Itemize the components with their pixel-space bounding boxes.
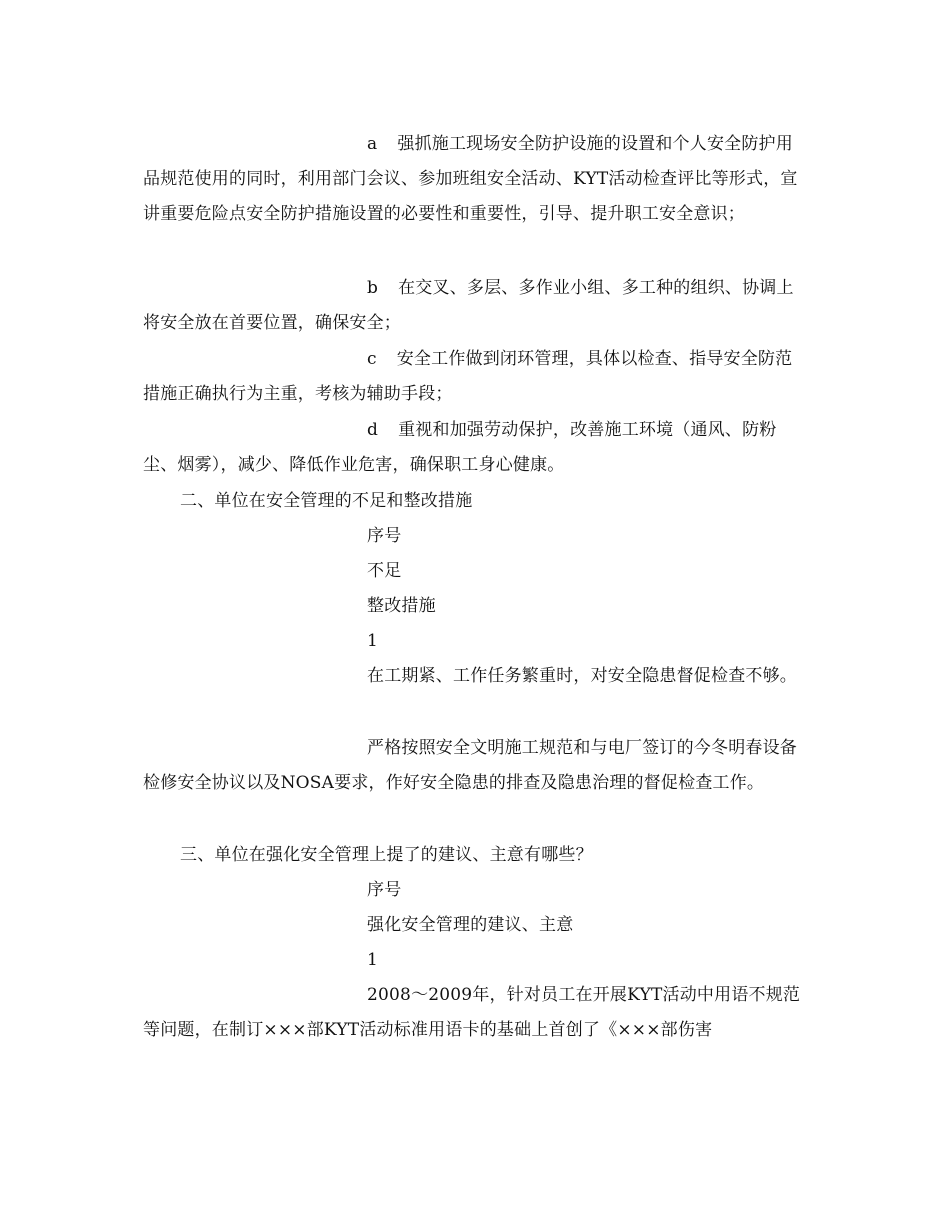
table-cell-shortfall: 在工期紧、工作任务繁重时，对安全隐患督促检查不够。	[367, 666, 797, 686]
paragraph-b	[143, 271, 808, 341]
list-marker-b: b	[367, 278, 379, 298]
table-header-no: 序号	[367, 526, 402, 546]
table-header-measures: 整改措施	[367, 596, 436, 616]
paragraph-a-text: 强抓施工现场安全防护设施的设置和个人安全防护用品规范使用的同时，利用部门会议、参加班组安全活动、KYT活动检查评比等形式，宣讲重要危险点安全防护措施设置的必要性和重要性，引导、提升职工安全意识；	[143, 134, 798, 224]
section-heading-3: 三、单位在强化安全管理上提了的建议、主意有哪些？	[180, 845, 593, 865]
list-marker-a: a	[367, 134, 378, 154]
table2-header-no: 序号	[367, 880, 402, 900]
table2-cell-suggestion: 2008～2009年，针对员工在开展KYT活动中用语不规范等问题，在制订×××部KYT活动标准用语卡的基础上首创了《×××部伤害	[143, 985, 801, 1040]
paragraph-c-text: 安全工作做到闭环管理，具体以检查、指导安全防范措施正确执行为主重，考核为辅助手段；	[143, 349, 793, 404]
table-header-shortfall: 不足	[367, 561, 402, 581]
section-heading-2: 二、单位在安全管理的不足和整改措施	[180, 491, 473, 511]
paragraph-d-text: 重视和加强劳动保护，改善施工环境（通风、防粉尘、烟雾），减少、降低作业危害，确保职工身心健康。	[143, 420, 777, 475]
list-marker-d: d	[367, 420, 379, 440]
table-cell-measures: 严格按照安全文明施工规范和与电厂签订的今冬明春设备检修安全协议以及NOSA要求，作好安全隐患的排查及隐患治理的督促检查工作。	[143, 738, 797, 793]
paragraph-b-text: 在交叉、多层、多作业小组、多工种的组织、协调上将安全放在首要位置，确保安全；	[143, 278, 794, 333]
table2-header-suggestion: 强化安全管理的建议、主意	[367, 915, 574, 935]
paragraph-a	[143, 127, 808, 232]
paragraph-d	[143, 413, 808, 483]
table-cell-row-no: 1	[367, 631, 379, 651]
paragraph-c	[143, 342, 808, 412]
table2-cell-row-no: 1	[367, 950, 379, 970]
list-marker-c: c	[367, 349, 377, 369]
